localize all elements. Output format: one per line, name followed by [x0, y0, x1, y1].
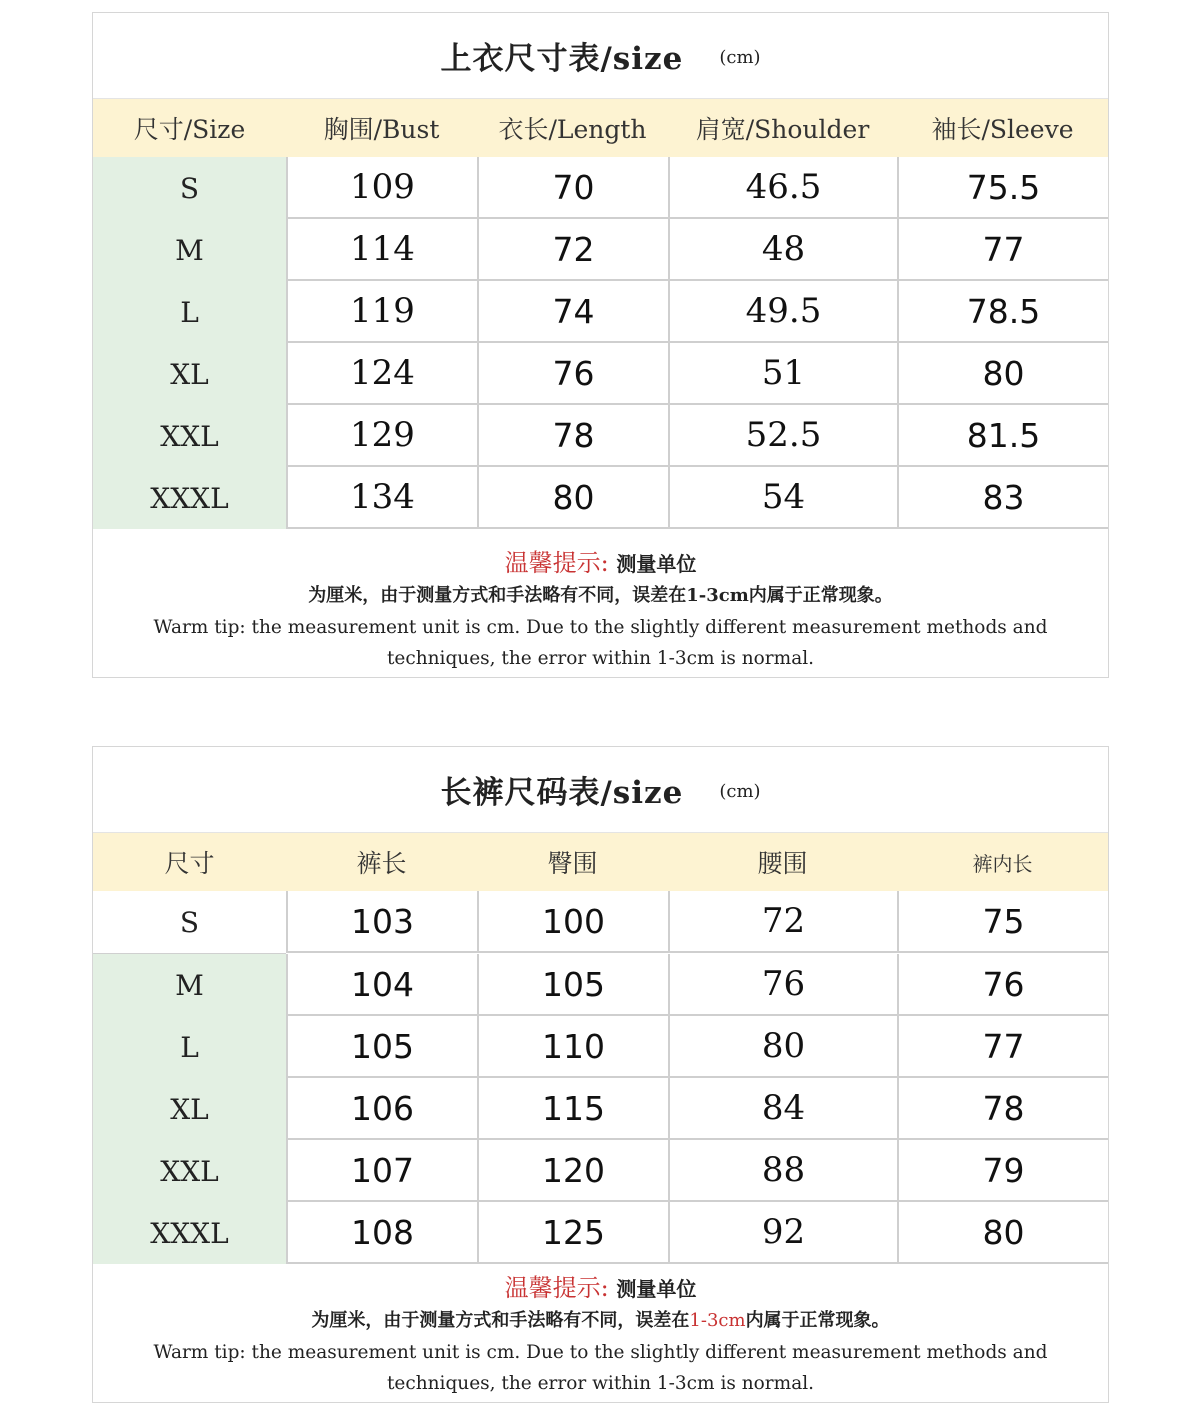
size-label: M — [93, 219, 286, 281]
table-cell: 78.5 — [897, 281, 1108, 343]
table-cell: 48 — [668, 219, 897, 281]
top-size-chart — [92, 12, 1109, 678]
header-inseam: 裤内长 — [897, 833, 1108, 891]
table-cell: 80 — [668, 1016, 897, 1078]
tip-label: 温馨提示: — [504, 1274, 609, 1302]
tip-cn-line — [93, 1305, 1108, 1337]
header-bust: 胸围/Bust — [286, 99, 477, 157]
header-hip: 臀围 — [477, 833, 668, 891]
size-label: XXL — [93, 1140, 286, 1202]
table-cell: 106 — [286, 1078, 477, 1140]
header-pants-length: 裤长 — [286, 833, 477, 891]
table-cell: 78 — [897, 1078, 1108, 1140]
table-cell: 124 — [286, 343, 477, 405]
table-cell: 125 — [477, 1202, 668, 1264]
tip-en-line-1: Warm tip: the measurement unit is cm. Due to the slightly different measurement methods and — [153, 617, 1048, 638]
table-cell: 114 — [286, 219, 477, 281]
table-cell: 92 — [668, 1202, 897, 1264]
size-label: XXL — [93, 405, 286, 467]
top-size-table — [93, 99, 1108, 529]
tip-en-line-2: techniques, the error within 1-3cm is normal. — [386, 1373, 815, 1394]
table-cell: 46.5 — [668, 157, 897, 219]
size-label: XXXL — [93, 467, 286, 529]
header-waist: 腰围 — [668, 833, 897, 891]
header-length: 衣长/Length — [477, 99, 668, 157]
table-cell: 77 — [897, 219, 1108, 281]
table-cell: 76 — [897, 954, 1108, 1016]
tip-cn-after: 内属于正常现象。 — [745, 1310, 890, 1331]
table-cell: 105 — [286, 1016, 477, 1078]
table-cell: 49.5 — [668, 281, 897, 343]
pants-warm-tip — [93, 1264, 1108, 1399]
header-sleeve: 袖长/Sleeve — [897, 99, 1108, 157]
tip-cn-line: 为厘米，由于测量方式和手法略有不同，误差在1-3cm内属于正常现象。 — [308, 585, 893, 606]
size-label: XL — [93, 1078, 286, 1140]
table-cell: 52.5 — [668, 405, 897, 467]
table-cell: 134 — [286, 467, 477, 529]
tip-cn-highlight: 1-3cm — [689, 1310, 746, 1331]
table-cell: 75 — [897, 891, 1108, 953]
table-cell: 105 — [477, 954, 668, 1016]
size-label: M — [93, 954, 286, 1016]
table-cell: 107 — [286, 1140, 477, 1202]
top-chart-title: 上衣尺寸表/size — [440, 41, 684, 77]
table-cell: 76 — [668, 954, 897, 1016]
table-cell: 103 — [286, 891, 477, 953]
pants-size-chart — [92, 746, 1109, 1403]
header-size: 尺寸/Size — [93, 99, 286, 157]
table-cell: 100 — [477, 891, 668, 953]
table-cell: 84 — [668, 1078, 897, 1140]
size-label: S — [93, 157, 286, 219]
table-cell: 72 — [477, 219, 668, 281]
table-cell: 119 — [286, 281, 477, 343]
table-cell: 80 — [477, 467, 668, 529]
pants-chart-title-row — [93, 747, 1108, 833]
table-cell: 109 — [286, 157, 477, 219]
tip-en-line-2: techniques, the error within 1-3cm is normal. — [386, 648, 815, 669]
table-cell: 51 — [668, 343, 897, 405]
table-cell: 54 — [668, 467, 897, 529]
top-chart-title-row — [93, 13, 1108, 99]
tip-en-line-1: Warm tip: the measurement unit is cm. Due to the slightly different measurement methods and — [153, 1342, 1048, 1363]
tip-unit: 测量单位 — [616, 1277, 697, 1301]
table-cell: 77 — [897, 1016, 1108, 1078]
table-cell: 80 — [897, 343, 1108, 405]
table-cell: 108 — [286, 1202, 477, 1264]
size-label: S — [93, 891, 286, 954]
size-label: XXXL — [93, 1202, 286, 1264]
pants-chart-title: 长裤尺码表/size — [440, 775, 684, 811]
table-cell: 75.5 — [897, 157, 1108, 219]
table-cell: 70 — [477, 157, 668, 219]
pants-size-table — [93, 833, 1108, 1264]
table-cell: 76 — [477, 343, 668, 405]
header-size: 尺寸 — [93, 833, 286, 891]
size-label: L — [93, 281, 286, 343]
table-cell: 74 — [477, 281, 668, 343]
table-cell: 79 — [897, 1140, 1108, 1202]
size-label: L — [93, 1016, 286, 1078]
table-cell: 80 — [897, 1202, 1108, 1264]
tip-cn-before: 为厘米，由于测量方式和手法略有不同，误差在 — [311, 1310, 690, 1331]
table-cell: 83 — [897, 467, 1108, 529]
header-shoulder: 肩宽/Shoulder — [668, 99, 897, 157]
table-cell: 104 — [286, 954, 477, 1016]
tip-unit: 测量单位 — [616, 552, 697, 576]
tip-label: 温馨提示: — [504, 549, 609, 577]
size-label: XL — [93, 343, 286, 405]
table-cell: 115 — [477, 1078, 668, 1140]
table-cell: 88 — [668, 1140, 897, 1202]
table-cell: 72 — [668, 891, 897, 953]
pants-chart-unit: (cm) — [719, 781, 761, 802]
table-cell: 110 — [477, 1016, 668, 1078]
table-cell: 120 — [477, 1140, 668, 1202]
top-warm-tip — [93, 529, 1108, 674]
table-cell: 81.5 — [897, 405, 1108, 467]
table-cell: 129 — [286, 405, 477, 467]
top-chart-unit: (cm) — [719, 47, 761, 68]
table-cell: 78 — [477, 405, 668, 467]
